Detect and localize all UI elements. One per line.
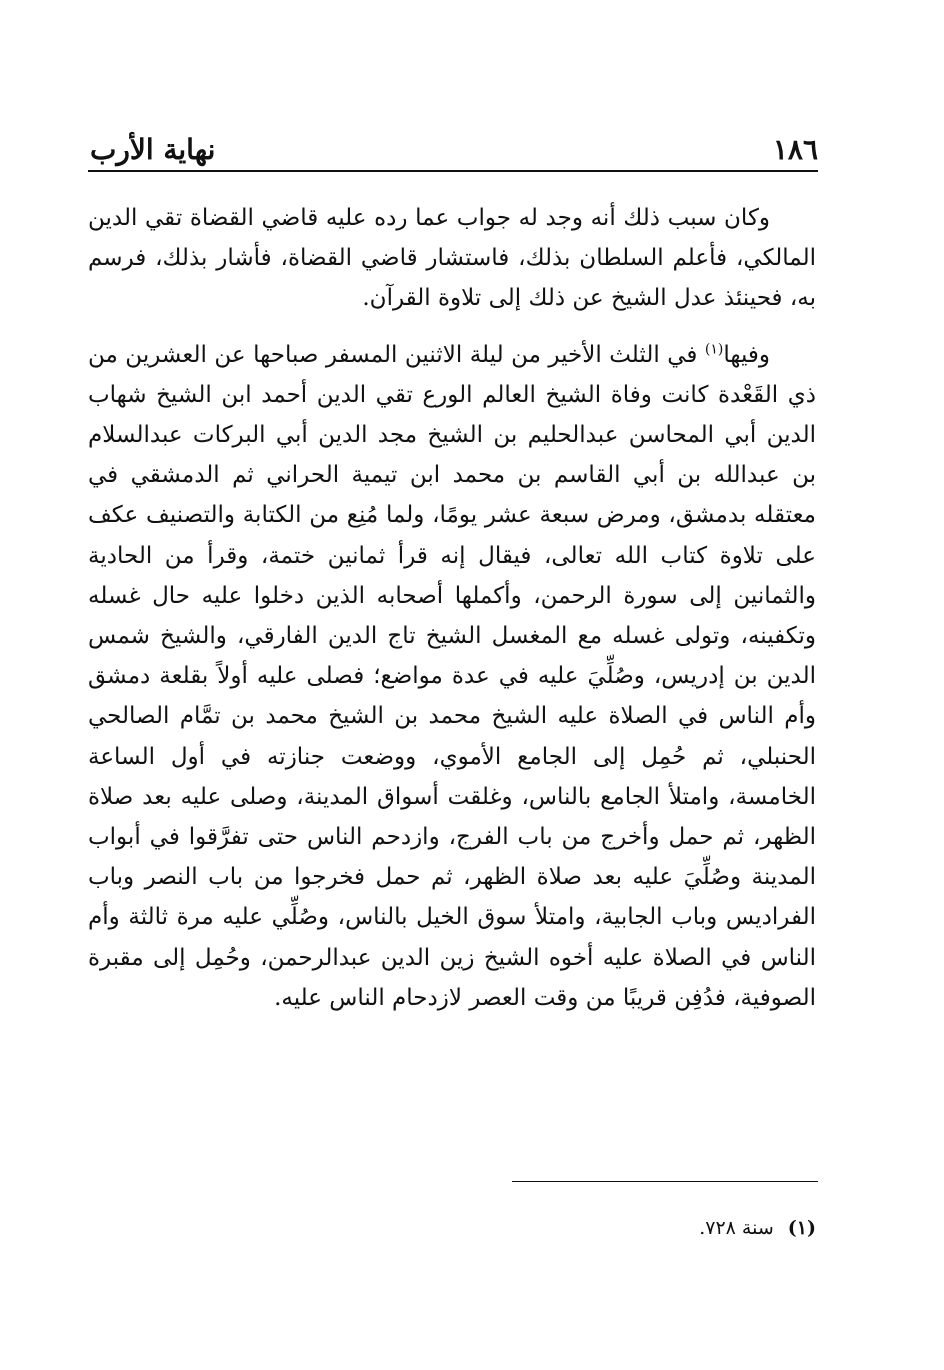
paragraph-2-text: في الثلث الأخير من ليلة الاثنين المسفر صباحها عن العشرين من ذي القَعْدة كانت وفاة الشيخ العالم الورع تقي الدين أحمد ابن الشيخ شهاب الدين أبي المحاسن عبدالحليم بن الشيخ مجد الدين أبي البركات عبدالسلام بن عبدالله بن أبي القاسم بن محمد ابن تيمية الحراني ثم الدمشقي في معتقله بدمشق، ومرض سبعة عشر يومًا، ولما مُنِع من الكتابة والتصنيف عكف على تلاوة كتاب الله تعالى، فيقال إنه قرأ ثمانين ختمة، وقرأ من الحادية والثمانين إلى سورة الرحمن، وأكملها أصحابه الذين دخلوا عليه حال غسله وتكفينه، وتولى غسله مع المغسل الشيخ تاج الدين الفارقي، والشيخ شمس الدين بن إدريس، وصُلِّيَ عليه في عدة مواضع؛ فصلى عليه أولاً بقلعة دمشق وأم الناس في الصلاة عليه الشيخ محمد بن الشيخ محمد بن تمَّام الصالحي الحنبلي، ثم حُمِل إلى الجامع الأموي، ووضعت جنازته في أول الساعة الخامسة، وامتلأ الجامع بالناس، وغلقت أسواق المدينة، وصلى عليه بعد صلاة الظهر، ثم حمل وأخرج من باب الفرج، وازدحم الناس حتى تفرَّقوا في أبواب المدينة وصُلِّيَ عليه بعد صلاة الظهر، ثم حمل فخرجوا من باب النصر وباب الفراديس وباب الجابية، وامتلأ سوق الخيل بالناس، وصُلِّي عليه مرة ثالثة وأم الناس في الصلاة عليه أخوه الشيخ زين الدين عبدالرحمن، وحُمِل إلى مقبرة الصوفية، فدُفِن قريبًا من وقت العصر لازدحام الناس عليه. — [88, 341, 816, 1011]
footnote — [88, 1210, 816, 1246]
paragraph-2-lead: وفيها — [723, 341, 770, 368]
footnote-text: سنة ٧٢٨. — [699, 1217, 774, 1239]
page-number: ١٨٦ — [772, 133, 818, 166]
paragraph-1: وكان سبب ذلك أنه وجد له جواب عما رده عليه قاضي القضاة تقي الدين المالكي، فأعلم السلطان بذلك، فاستشار قاضي القضاة، فأشار بذلك، فرسم به، فحينئذ عدل الشيخ عن ذلك إلى تلاوة القرآن. — [88, 205, 816, 312]
footnote-divider — [512, 1181, 818, 1182]
footnote-marker: (١) — [787, 1217, 816, 1239]
paragraph-2 — [88, 335, 816, 1018]
header-divider — [88, 170, 818, 172]
footnote-reference: (١) — [704, 340, 724, 357]
main-text — [88, 198, 816, 1018]
running-title: نهاية الأرب — [90, 133, 216, 166]
page-header — [90, 128, 818, 172]
